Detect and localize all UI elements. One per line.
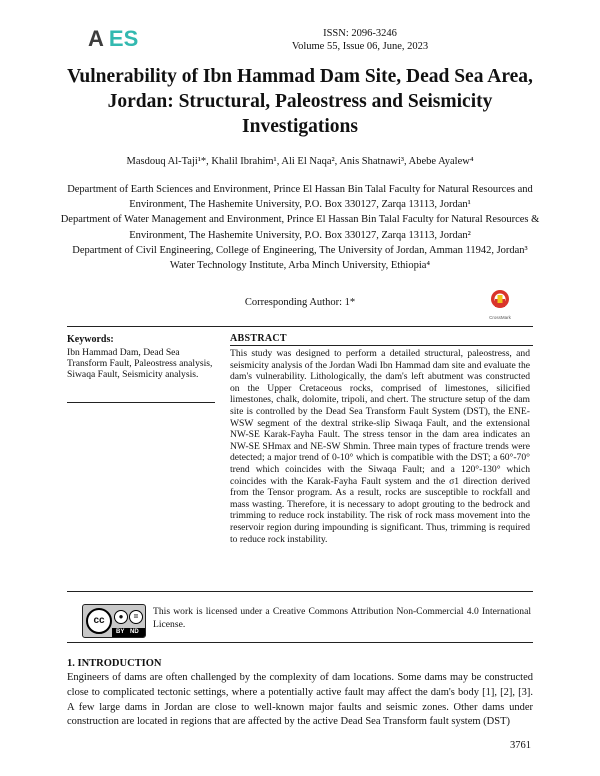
divider-top bbox=[67, 326, 533, 327]
journal-logo bbox=[88, 27, 138, 51]
page-number: 3761 bbox=[510, 740, 531, 751]
affiliation-1: Department of Earth Sciences and Environment, Prince El Hassan Bin Talal Faculty for Natural Resources and Environment, The Hashemite University, P.O. Box 330127, Zarqa 13113, Jordan¹ bbox=[67, 184, 533, 211]
author-list: Masdouq Al-Taji¹*, Khalil Ibrahim¹, Ali El Naqa², Anis Shatnawi³, Abebe Ayalew⁴ bbox=[126, 156, 474, 167]
issn: ISSN: 2096-3246 bbox=[323, 28, 397, 39]
affiliation-4: Water Technology Institute, Arba Minch University, Ethiopia⁴ bbox=[169, 260, 431, 272]
introduction-text: Engineers of dams are often challenged by the complexity of dam locations. Some dams may be constructed close to complicated tectonic settings, where a potentially active fault may affect the dam's body [1], [2], [3]. A few large dams in Jordan are close to well-known major faults and seismic zones. Other dams under construction are located in regions that are affected by the active Dead Sea Transform fault system (DST) bbox=[67, 672, 533, 728]
logo-letters-es: ES bbox=[108, 26, 139, 51]
abstract-heading: ABSTRACT bbox=[230, 333, 287, 344]
license-text: This work is licensed under a Creative Commons Attribution Non-Commercial 4.0 International License. bbox=[153, 606, 531, 630]
paper-title: Vulnerability of Ibn Hammad Dam Site, Dead Sea Area, Jordan: Structural, Paleostress and Seismicity Investigations bbox=[67, 66, 533, 137]
volume-issue: Volume 55, Issue 06, June, 2023 bbox=[291, 41, 429, 52]
cc-label-nd: ND bbox=[130, 629, 139, 635]
logo-letter-a: A bbox=[88, 26, 104, 51]
keywords-text: Ibn Hammad Dam, Dead Sea Transform Fault, Paleostress analysis, Siwaqa Fault, Seismicity analysis. bbox=[67, 347, 213, 381]
crossmark-label: CrossMark bbox=[489, 315, 511, 320]
crossmark-badge[interactable] bbox=[488, 289, 512, 320]
cc-license-badge[interactable] bbox=[82, 604, 146, 638]
keywords-heading: Keywords: bbox=[67, 334, 114, 345]
cc-icon: cc bbox=[86, 608, 112, 634]
affiliation-2: Department of Water Management and Environment, Prince El Hassan Bin Talal Faculty for Natural Resources & Environment, The Hashemite University, P.O. Box 330127, Zarqa 13113, Jordan² bbox=[60, 214, 540, 241]
corresponding-author: Corresponding Author: 1* bbox=[244, 297, 356, 308]
cc-label-by: BY bbox=[116, 629, 125, 635]
introduction-heading: 1. INTRODUCTION bbox=[67, 658, 162, 669]
attribution-icon: ● bbox=[114, 610, 128, 624]
affiliation-3: Department of Civil Engineering, College of Engineering, The University of Jordan, Amman 11942, Jordan³ bbox=[72, 244, 528, 256]
divider-license-top bbox=[67, 591, 533, 592]
journal-info bbox=[230, 27, 490, 53]
divider-keywords bbox=[67, 402, 215, 403]
crossmark-icon bbox=[490, 289, 510, 309]
affiliations bbox=[60, 182, 540, 273]
divider-abstract-head bbox=[230, 345, 533, 346]
cc-badge-labels bbox=[112, 628, 145, 637]
no-derivatives-icon: = bbox=[129, 610, 143, 624]
divider-license-bottom bbox=[67, 642, 533, 643]
abstract-text: This study was designed to perform a detailed structural, paleostress, and seismicity analysis of the Jordan Wadi Ibn Hammad dam site and evaluate the dam's vulnerability. Lithologically, the dam's left abutment was constructed on the Upper Cretaceous rocks, comprised of limestones, silicified limestones, chalk, dolomite, tripoli, and chert. The structure setup of the dam site is controlled by the Dead Sea Transform Fault System (DST), the ENE-WSW segment of the dextral strike-slip Siwaqa Fault, and the extensional NW-SE Karak-Fayha Fault. The stress tensor in the dam area indicates an NW-SE SHmax and NE-SW Shmin. Three main types of fracture trends were detected; a major trend of 0-10° which is compatible with the DST; a 60°-70° trend which coincides with the Siwaqa Fault; and a 120°-130° which coincides with the Karak-Fayha Fault system and the σ1 direction derived from the Tensor program. As a result, rocks are susceptible to rockfall and mass wasting. Therefore, it is necessary to adopt grouting to the bedrock and trimming to reduce rock instability. The risk of rock mass movement into the reservoir region during impounding is significant. Thus, trimming is required to reduce rock instability. bbox=[230, 348, 530, 545]
